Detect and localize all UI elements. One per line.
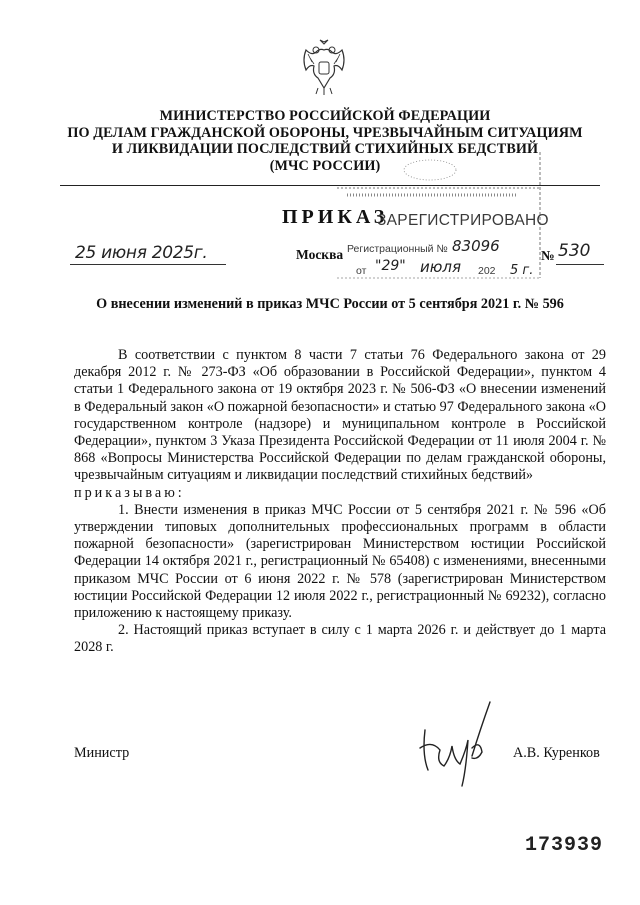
signatory-name: А.В. Куренков xyxy=(513,745,600,761)
order-keyword-text: приказываю: xyxy=(74,484,185,501)
order-date-handwritten: 25 июня 2025г. xyxy=(75,243,208,263)
document-number: 173939 xyxy=(525,834,604,857)
stamp-title: ЗАРЕГИСТРИРОВАНО xyxy=(377,212,549,229)
number-underline xyxy=(556,264,604,265)
ministry-line-1: МИНИСТЕРСТВО РОССИЙСКОЙ ФЕДЕРАЦИИ xyxy=(159,108,491,124)
signatory-position: Министр xyxy=(74,745,130,761)
stamp-year-suffix: 5 г. xyxy=(510,263,534,278)
order-title: ПРИКАЗ xyxy=(282,206,389,228)
stamp-reg-number: 83096 xyxy=(452,237,500,255)
stamp-date-prefix: от xyxy=(356,265,367,277)
ministry-line-2: ПО ДЕЛАМ ГРАЖДАНСКОЙ ОБОРОНЫ, ЧРЕЗВЫЧАЙНЫМ СИТУАЦИЯМ xyxy=(67,124,583,141)
ministry-line-4: (МЧС РОССИИ) xyxy=(269,157,381,174)
date-underline xyxy=(70,264,226,265)
order-number-handwritten: 530 xyxy=(558,241,591,261)
stamp-date-month: июля xyxy=(420,258,461,276)
stamp-date-day: "29" xyxy=(375,258,406,274)
order-subject: О внесении изменений в приказ МЧС России от 5 сентября 2021 г. № 596 xyxy=(96,296,564,312)
stamp-year-prefix: 202 xyxy=(478,265,496,277)
order-keyword xyxy=(74,485,606,502)
body-paragraph-3: 2. Настоящий приказ вступает в силу с 1 марта 2026 г. и действует до 1 марта 2028 г. xyxy=(74,622,606,656)
order-number-sign: № xyxy=(541,248,555,263)
order-body xyxy=(74,347,606,657)
ministry-line-3: И ЛИКВИДАЦИИ ПОСЛЕДСТВИЙ СТИХИЙНЫХ БЕДСТВИЙ xyxy=(111,141,539,157)
coat-of-arms-icon xyxy=(298,38,350,96)
stamp-reg-label: Регистрационный № xyxy=(347,243,448,255)
body-paragraph-1: В соответствии с пунктом 8 части 7 статьи 76 Федерального закона от 29 декабря 2012 г. № 273-ФЗ «Об образовании в Российской Федерации», пунктом 4 статьи 1 Федерального закона от 19 октября 2023 г. № 506-ФЗ «О внесении изменений в Федеральный закон «О пожарной безопасности» и статью 97 Федерального закона «О государственном контроле (надзоре) и муниципальном контроле в Российской Федерации», пунктом 3 Указа Президента Российской Федерации от 11 июля 2004 г. № 868 «Вопросы Министерства Российской Федерации по делам гражданской обороны, чрезвычайным ситуациям и ликвидации последствий стихийных бедствий» xyxy=(74,347,606,484)
stamp-ministry-text xyxy=(345,188,520,202)
body-paragraph-2: 1. Внести изменения в приказ МЧС России от 5 сентября 2021 г. № 596 «Об утверждении типовых дополнительных профессиональных программ в области пожарной безопасности» (зарегистрирован Министерством юстиции Российской Федерации 14 октября 2021 г., регистрационный № 65408) с изменениями, внесенными приказом МЧС России от 6 июня 2022 г. № 578 (зарегистрирован Министерством юстиции Российской Федерации 12 июля 2022 г., регистрационный № 69232), согласно приложению к настоящему приказу. xyxy=(74,501,606,622)
order-city: Москва xyxy=(296,247,344,262)
